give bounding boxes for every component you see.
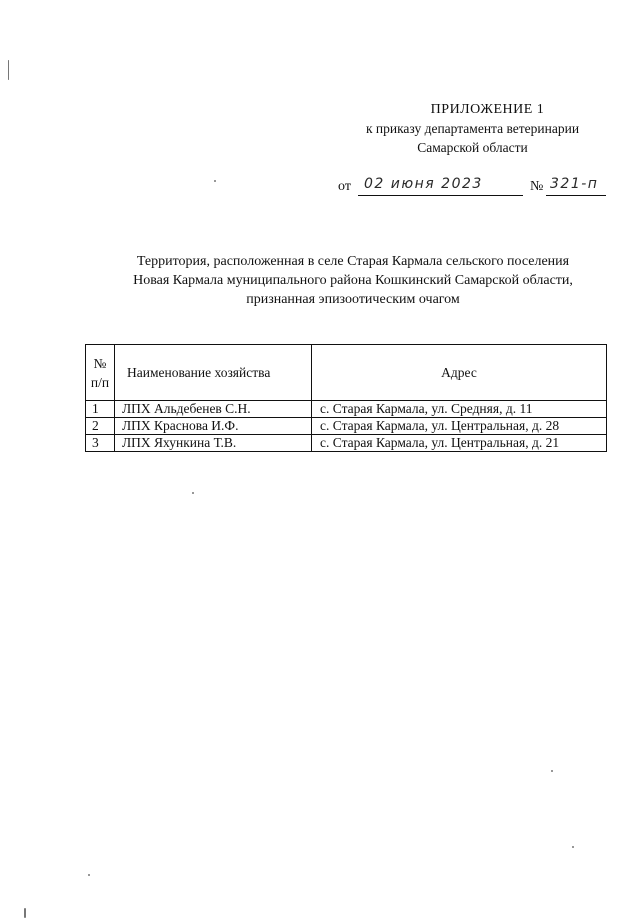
order-dateline [338,176,618,200]
row-name: ЛПХ Яхункина Т.В. [115,435,312,452]
heading-line-1: Территория, расположенная в селе Старая Кармала сельского поселения [136,254,570,269]
header-name: Наименование хозяйства [115,345,312,401]
handwritten-number: 321-п [550,176,599,192]
farms-table [85,344,607,452]
date-underline [358,195,523,196]
row-name: ЛПХ Краснова И.Ф. [115,418,312,435]
heading-line-3: признанная эпизоотическим очагом [246,292,460,307]
row-number: 1 [86,401,115,418]
row-name: ЛПХ Альдебенев С.Н. [115,401,312,418]
scan-speck [551,770,553,772]
header-number-pp: п/п [90,374,110,390]
row-number: 2 [86,418,115,435]
table-row [86,435,607,452]
scan-speck [8,60,9,80]
table-header-row [86,345,607,401]
document-heading [60,252,640,309]
heading-line-2: Новая Кармала муниципального района Кошкинский Самарской области, [133,273,573,288]
header-number-sign: № [93,355,107,371]
appendix-line-1: к приказу департамента ветеринарии [365,121,580,136]
row-address: с. Старая Кармала, ул. Средняя, д. 11 [312,401,607,418]
scan-speck [88,874,90,876]
row-number: 3 [86,435,115,452]
table-row [86,418,607,435]
number-prefix: № [530,179,544,194]
header-number [86,345,115,401]
scan-speck [24,908,26,918]
scan-speck [214,180,216,182]
date-prefix: от [338,179,351,194]
appendix-line-2: Самарской области [417,140,528,155]
number-underline [546,195,606,196]
appendix-title: ПРИЛОЖЕНИЕ 1 [430,102,545,117]
scan-speck [572,846,574,848]
row-address: с. Старая Кармала, ул. Центральная, д. 28 [312,418,607,435]
handwritten-date: 02 июня 2023 [364,176,483,192]
scan-speck [192,492,194,494]
table-row [86,401,607,418]
appendix-block [330,100,615,157]
header-address: Адрес [312,345,607,401]
row-address: с. Старая Кармала, ул. Центральная, д. 21 [312,435,607,452]
